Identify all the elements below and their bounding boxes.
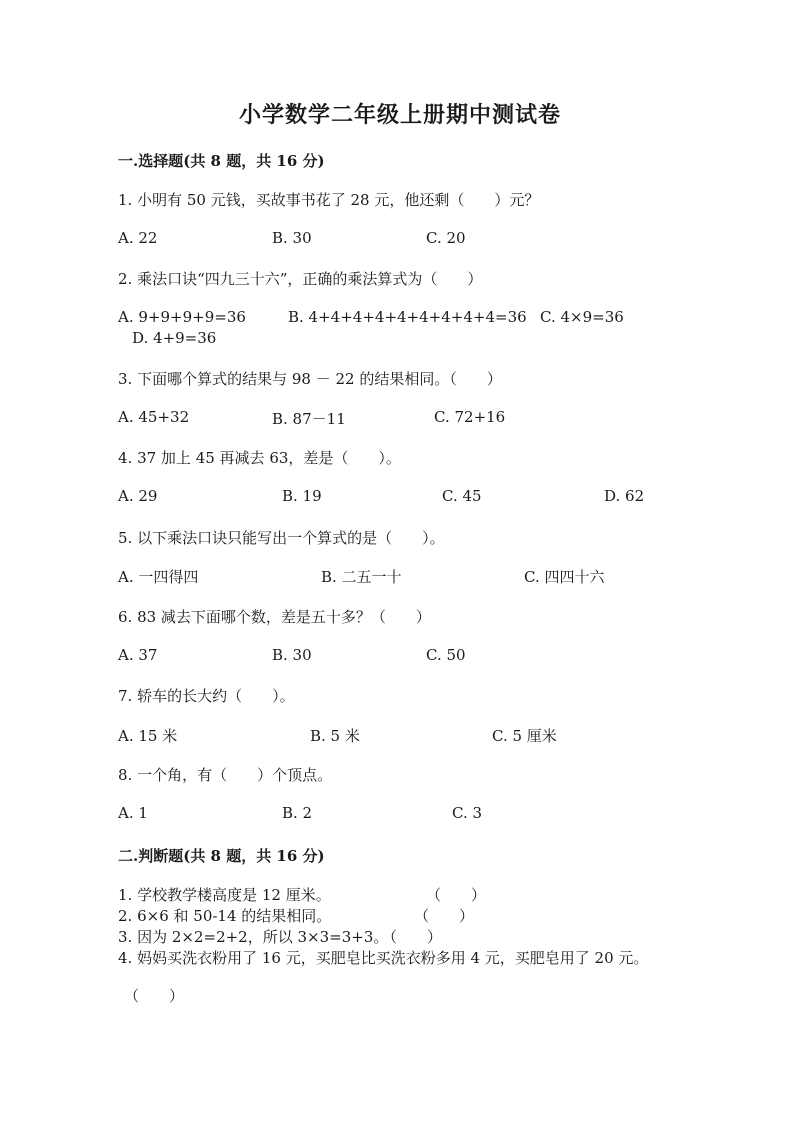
option-4a: A. 29 [118, 487, 158, 505]
judgment-2: 2. 6×6 和 50-14 的结果相同。 [118, 907, 332, 925]
option-5c: C. 四四十六 [524, 568, 605, 586]
question-5: 5. 以下乘法口诀只能写出一个算式的是（ ）。 [118, 529, 445, 547]
option-6c: C. 50 [426, 646, 466, 664]
option-1a: A. 22 [118, 229, 158, 247]
option-8c: C. 3 [452, 804, 483, 822]
option-4c: C. 45 [442, 487, 482, 505]
option-8b: B. 2 [282, 804, 313, 822]
option-2a: A. 9+9+9+9=36 [118, 308, 246, 326]
option-3a: A. 45+32 [118, 408, 190, 426]
option-6b: B. 30 [272, 646, 312, 664]
option-6a: A. 37 [118, 646, 158, 664]
judgment-3: 3. 因为 2×2=2+2，所以 3×3=3+3。 [118, 928, 389, 946]
judgment-1: 1. 学校教学楼高度是 12 厘米。 [118, 886, 331, 904]
question-6: 6. 83 减去下面哪个数，差是五十多？（ ） [118, 608, 431, 626]
section-heading-judgment: 二.判断题(共 8 题，共 16 分) [118, 847, 325, 865]
option-3b: B. 87－11 [272, 410, 346, 428]
option-3c: C. 72+16 [434, 408, 506, 426]
question-3: 3. 下面哪个算式的结果与 98 － 22 的结果相同。（ ） [118, 370, 502, 388]
judgment-3-blank: （ ） [382, 928, 443, 946]
page-title: 小学数学二年级上册期中测试卷 [238, 102, 561, 128]
option-2c: C. 4×9=36 [540, 308, 624, 326]
question-7: 7. 轿车的长大约（ ）。 [118, 687, 295, 705]
section-heading-choice: 一.选择题(共 8 题，共 16 分) [118, 152, 325, 170]
judgment-4-blank: （ ） [124, 987, 185, 1005]
option-7b: B. 5 米 [310, 727, 360, 745]
option-4b: B. 19 [282, 487, 322, 505]
question-1: 1. 小明有 50 元钱，买故事书花了 28 元，他还剩（ ）元？ [118, 191, 540, 209]
question-4: 4. 37 加上 45 再减去 63，差是（ ）。 [118, 449, 401, 467]
option-7c: C. 5 厘米 [492, 727, 557, 745]
option-1b: B. 30 [272, 229, 312, 247]
option-8a: A. 1 [118, 804, 148, 822]
option-1c: C. 20 [426, 229, 466, 247]
question-8: 8. 一个角，有（ ）个顶点。 [118, 766, 333, 784]
option-5b: B. 二五一十 [321, 568, 402, 586]
option-2d: D. 4+9=36 [132, 329, 217, 347]
option-5a: A. 一四得四 [118, 568, 199, 586]
option-2b: B. 4+4+4+4+4+4+4+4+4=36 [288, 308, 527, 326]
judgment-1-blank: （ ） [426, 886, 487, 904]
judgment-4: 4. 妈妈买洗衣粉用了 16 元，买肥皂比买洗衣粉多用 4 元，买肥皂用了 20 元。 [118, 949, 649, 967]
option-4d: D. 62 [604, 487, 645, 505]
question-2: 2. 乘法口诀“四九三十六”，正确的乘法算式为（ ） [118, 270, 483, 288]
option-7a: A. 15 米 [118, 727, 178, 745]
judgment-2-blank: （ ） [414, 907, 475, 925]
